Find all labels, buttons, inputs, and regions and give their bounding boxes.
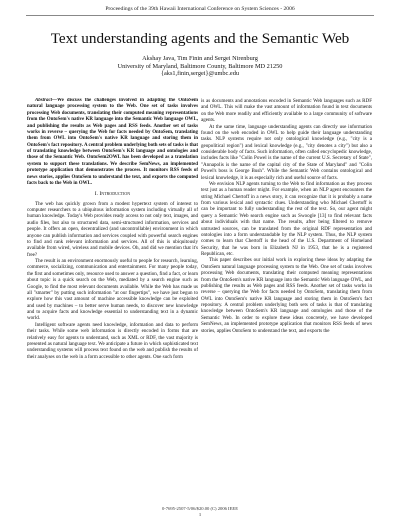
left-column — [27, 98, 198, 503]
page-number: 1 — [198, 512, 202, 517]
right-column — [201, 98, 372, 503]
paper-title: Text understanding agents and the Semantic Web — [50, 30, 350, 47]
author-names: Akshay Java, Tim Finin and Sergei Nirenburg — [142, 55, 258, 62]
abstract-label: Abstract— — [35, 98, 57, 103]
proceedings-header: Proceedings of the 39th Hawaii International Conference on System Sciences - 2006 — [105, 6, 295, 12]
abstract-text: We discuss the challenges involved in adapting the OntoSem natural language processing system to the Web. One set of tasks involves processing Web documents, translating their computed meaning representations from the OntoSem's native KR language into the Semantic Web language OWL, and publishing the results as Web pages and RSS feeds. Another set of tasks works in reverse – querying the Web for facts needed by OntoSem, translating them from OWL into OntoSem's native KR language and storing them in OntoSem's fact repository. A central problem underlying both sets of tasks is that of translating knowledge between OntoSem's KR language and ontologies and those of the Semantic Web. OntoSem2OWL has been developed as a translation system to support these translations. We describe SemNews, an implemented prototype application that demonstrates the process. It monitors RSS feeds of news stories, applies OntoSem to understand the text, and exports the computed facts back to the Web in OWL. — [27, 98, 198, 186]
header-divider — [26, 15, 374, 16]
paragraph: Intelligent software agents need knowledge, information and data to perform their tasks. While some web information is directly encoded in forms that are relatively easy for agents to understand, such as XML or RDF, the vast majority is presented as natural language text. We anticipate a future in which sophisticated text understanding systems will process text found on the web and publish the results of their analyses on the web in a form accessible to other agents. One such form — [27, 321, 198, 360]
paragraph: The web has quickly grown from a modest hypertext system of interest to computer researchers to a ubiquitous information system including virtually all of human knowledge. Today's Web provides ready access to not only text, images, and audio files, but also to structured data, semi-structured information, services and people. It offers an open, decentralized (and uncontrollable) environment in which anyone can publish information and services coupled with powerful search engines to find and rank relevant information and services. All of this is ubiquitously available from wired, wireless and mobile devices. Oh, and did we mention that it's free? — [27, 200, 198, 258]
author-block — [0, 55, 400, 78]
author-affiliation: University of Maryland, Baltimore County, Baltimore MD 21250 — [117, 62, 283, 70]
paragraph: This paper describes our initial work in exploring these ideas by adapting the OntoSem natural language processing system to the Web. One set of tasks involves processing Web documents, translating their computed meaning representations from the OntoSem's native KR language into the Semantic Web language OWL, and publishing the results as Web pages and RSS feeds. Another set of tasks works in reverse – querying the Web for facts needed by OntoSem, translating them from OWL into OntoSem's native KR language and storing them in OntoSem's fact repository. A central problem underlying both sets of tasks is that of translating knowledge between OntoSem's KR language and ontologies and those of the Semantic Web. In order to explore these ideas concretely, we have developed SemNews, an implemented prototype application that monitors RSS feeds of news stories, applies OntoSem to understand the text, and exports the — [201, 257, 372, 334]
abstract — [27, 98, 198, 187]
copyright-footer: 0-7695-2507-5/06/$20.00 (C) 2006 IEEE — [161, 506, 239, 511]
paragraph: We envision NLP agents turning to the Web to find information as they process text just as a human reader might. For example, when an NLP agent encounters the string Michael Chertoff in a news story, it can recognize that it is probably a name from various lexical and syntactic clues. Understanding who Michael Chertoff is can be important to fully understanding the rest of the text. So, our agent might query a Semantic Web search engine such as Swoogle [13] to find relevant facts about individuals with that name. The results, after being filtered to remove untrusted sources, can be translated from the original RDF representation and ontologies into a form understandable by the NLP system. Thus, the NLP system comes to learn that Chertoff is the head of the U.S. Department of Homeland Security, that he was born in Elizabeth NJ in 1953, that he is a registered Republican, etc. — [201, 180, 372, 257]
paragraph: The result is an environment enormously useful to people for research, learning, commerce, socializing, communication and entertainment. For many people today, the first and sometimes only, resource used to answer a question, find a fact, or learn about topic is a quick search on the Web, mediated by a search engine such as Google, to find the most relevant documents available. While the Web has made us all "smarter" by putting such information "at our fingertips", we have just begun to explore how this vast amount of machine accessible knowledge can be exploited and used by machines – to better serve human needs, to discover new knowledge and to acquire facts and knowledge essential to understanding text in a dynamic world. — [27, 258, 198, 322]
section-heading-introduction: I. Introduction — [94, 191, 131, 198]
paragraph: At the same time, language understanding agents can directly use information found on the web encoded in OWL to help guide their language understanding tasks. NLP systems require not only ontological knowledge (e.g., "city is a geopolitical region") and lexical knowledge (e.g., "city denotes a city") but also a considerable body of facts. Such information, often called encyclopedic knowledge, includes facts like "Colin Powel is the name of the current U.S. Secretary of State", "Annapolis is the name of the capital city of the State of Maryland" and "Colin Powel's boss is George Bush". While the Semantic Web contains ontological and lexical knowledge, it is as especially rich and useful source of facts. — [201, 123, 372, 181]
author-emails: {aks1,finin,sergei}@umbc.edu — [160, 70, 239, 78]
paragraph: is as documents and annotations encoded in Semantic Web languages such as RDF and OWL. This will make the vast amount of information found in text documents on the Web more readily and efficiently available to a large community of software agents. — [201, 98, 372, 124]
